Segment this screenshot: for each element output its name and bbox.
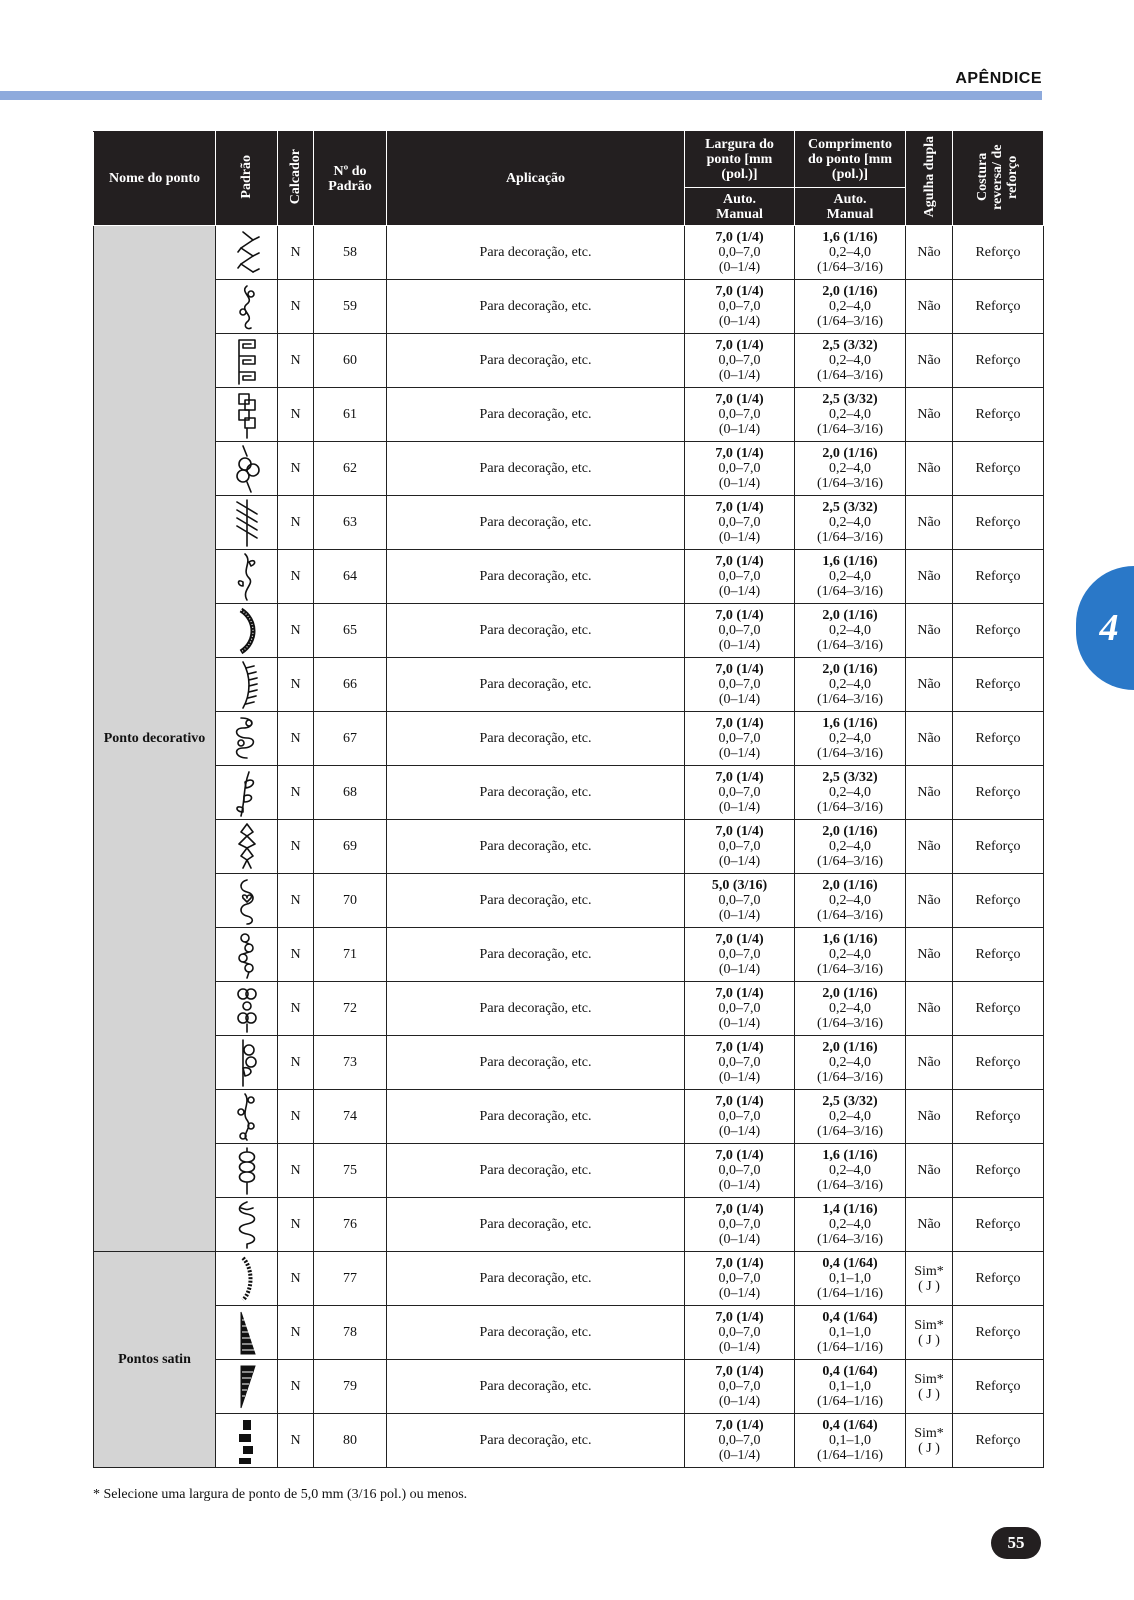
foot-cell: N: [278, 1144, 314, 1198]
length-cell: 2,5 (3/32) 0,2–4,0 (1/64–3/16): [795, 1090, 906, 1144]
reverse-cell: Reforço: [953, 766, 1044, 820]
application-cell: Para decoração, etc.: [387, 658, 685, 712]
reverse-cell: Reforço: [953, 874, 1044, 928]
application-cell: Para decoração, etc.: [387, 1144, 685, 1198]
pattern-number-cell: 79: [314, 1360, 387, 1414]
header-foot: Calcador: [278, 132, 314, 226]
twin-needle-cell: Não: [906, 1144, 953, 1198]
reverse-cell: Reforço: [953, 334, 1044, 388]
width-cell: 7,0 (1/4) 0,0–7,0 (0–1/4): [685, 442, 795, 496]
foot-cell: N: [278, 1036, 314, 1090]
table-row: [94, 1144, 1044, 1198]
length-cell: 1,4 (1/16) 0,2–4,0 (1/64–3/16): [795, 1198, 906, 1252]
loop-chain-icon: [216, 712, 278, 766]
header-reverse: Costura reversa/ de reforço: [953, 132, 1044, 226]
length-cell: 1,6 (1/16) 0,2–4,0 (1/64–3/16): [795, 550, 906, 604]
table-row: [94, 928, 1044, 982]
flower-chain-icon: [216, 928, 278, 982]
application-cell: Para decoração, etc.: [387, 604, 685, 658]
reverse-cell: Reforço: [953, 928, 1044, 982]
foot-cell: N: [278, 766, 314, 820]
twin-needle-cell: Não: [906, 1090, 953, 1144]
application-cell: Para decoração, etc.: [387, 550, 685, 604]
reverse-cell: Reforço: [953, 1090, 1044, 1144]
foot-cell: N: [278, 334, 314, 388]
satin-block-icon: [216, 1414, 278, 1468]
length-cell: 2,5 (3/32) 0,2–4,0 (1/64–3/16): [795, 334, 906, 388]
table-row: [94, 1036, 1044, 1090]
length-cell: 2,5 (3/32) 0,2–4,0 (1/64–3/16): [795, 496, 906, 550]
length-cell: 2,0 (1/16) 0,2–4,0 (1/64–3/16): [795, 604, 906, 658]
width-cell: 7,0 (1/4) 0,0–7,0 (0–1/4): [685, 496, 795, 550]
twin-needle-cell: Não: [906, 982, 953, 1036]
reverse-cell: Reforço: [953, 658, 1044, 712]
header-length: Comprimento do ponto [mm (pol.)]: [795, 132, 906, 188]
foot-cell: N: [278, 712, 314, 766]
pattern-number-cell: 60: [314, 334, 387, 388]
foot-cell: N: [278, 1198, 314, 1252]
pattern-number-cell: 63: [314, 496, 387, 550]
header-width: Largura do ponto [mm (pol.)]: [685, 132, 795, 188]
width-cell: 7,0 (1/4) 0,0–7,0 (0–1/4): [685, 1360, 795, 1414]
foot-cell: N: [278, 658, 314, 712]
pattern-number-cell: 58: [314, 226, 387, 280]
reverse-cell: Reforço: [953, 442, 1044, 496]
fern-icon: [216, 496, 278, 550]
application-cell: Para decoração, etc.: [387, 280, 685, 334]
header-name: Nome do ponto: [94, 132, 216, 226]
flower-loop-icon: [216, 442, 278, 496]
heart-chain-icon: [216, 874, 278, 928]
pattern-number-cell: 59: [314, 280, 387, 334]
width-cell: 7,0 (1/4) 0,0–7,0 (0–1/4): [685, 820, 795, 874]
chapter-tab[interactable]: [1076, 566, 1134, 690]
page-number: 55: [991, 1527, 1041, 1559]
table-row: [94, 766, 1044, 820]
width-cell: 7,0 (1/4) 0,0–7,0 (0–1/4): [685, 1252, 795, 1306]
application-cell: Para decoração, etc.: [387, 1414, 685, 1468]
reverse-cell: Reforço: [953, 388, 1044, 442]
width-cell: 7,0 (1/4) 0,0–7,0 (0–1/4): [685, 1414, 795, 1468]
twin-needle-cell: Não: [906, 928, 953, 982]
width-cell: 7,0 (1/4) 0,0–7,0 (0–1/4): [685, 280, 795, 334]
leaf-branch-icon: [216, 766, 278, 820]
foot-cell: N: [278, 1414, 314, 1468]
width-cell: 7,0 (1/4) 0,0–7,0 (0–1/4): [685, 604, 795, 658]
scroll-curl-icon: [216, 280, 278, 334]
pattern-number-cell: 65: [314, 604, 387, 658]
pattern-number-cell: 66: [314, 658, 387, 712]
length-cell: 2,0 (1/16) 0,2–4,0 (1/64–3/16): [795, 820, 906, 874]
greek-key-icon: [216, 334, 278, 388]
length-cell: 2,0 (1/16) 0,2–4,0 (1/64–3/16): [795, 658, 906, 712]
twin-needle-cell: Não: [906, 604, 953, 658]
twin-needle-cell: Não: [906, 334, 953, 388]
width-cell: 7,0 (1/4) 0,0–7,0 (0–1/4): [685, 550, 795, 604]
length-cell: 2,0 (1/16) 0,2–4,0 (1/64–3/16): [795, 874, 906, 928]
width-cell: 7,0 (1/4) 0,0–7,0 (0–1/4): [685, 388, 795, 442]
table-row: [94, 820, 1044, 874]
table-row: [94, 442, 1044, 496]
twin-needle-cell: Não: [906, 874, 953, 928]
width-cell: 7,0 (1/4) 0,0–7,0 (0–1/4): [685, 928, 795, 982]
application-cell: Para decoração, etc.: [387, 982, 685, 1036]
group-name: Ponto decorativo: [94, 226, 216, 1252]
width-cell: 7,0 (1/4) 0,0–7,0 (0–1/4): [685, 766, 795, 820]
double-flower-icon: [216, 982, 278, 1036]
length-cell: 1,6 (1/16) 0,2–4,0 (1/64–3/16): [795, 226, 906, 280]
foot-cell: N: [278, 982, 314, 1036]
header-twin-needle: Agulha dupla: [906, 132, 953, 226]
pattern-number-cell: 73: [314, 1036, 387, 1090]
width-cell: 7,0 (1/4) 0,0–7,0 (0–1/4): [685, 334, 795, 388]
length-cell: 0,4 (1/64) 0,1–1,0 (1/64–1/16): [795, 1360, 906, 1414]
application-cell: Para decoração, etc.: [387, 1252, 685, 1306]
pattern-number-cell: 71: [314, 928, 387, 982]
pattern-number-cell: 62: [314, 442, 387, 496]
reverse-cell: Reforço: [953, 1414, 1044, 1468]
width-cell: 7,0 (1/4) 0,0–7,0 (0–1/4): [685, 1306, 795, 1360]
foot-cell: N: [278, 1360, 314, 1414]
width-cell: 7,0 (1/4) 0,0–7,0 (0–1/4): [685, 712, 795, 766]
reverse-cell: Reforço: [953, 550, 1044, 604]
width-cell: 7,0 (1/4) 0,0–7,0 (0–1/4): [685, 658, 795, 712]
length-cell: 1,6 (1/16) 0,2–4,0 (1/64–3/16): [795, 712, 906, 766]
pattern-number-cell: 75: [314, 1144, 387, 1198]
width-cell: 5,0 (3/16) 0,0–7,0 (0–1/4): [685, 874, 795, 928]
twin-needle-cell: Não: [906, 1036, 953, 1090]
width-cell: 7,0 (1/4) 0,0–7,0 (0–1/4): [685, 1090, 795, 1144]
pattern-number-cell: 67: [314, 712, 387, 766]
reverse-cell: Reforço: [953, 982, 1044, 1036]
length-cell: 0,4 (1/64) 0,1–1,0 (1/64–1/16): [795, 1252, 906, 1306]
length-cell: 1,6 (1/16) 0,2–4,0 (1/64–3/16): [795, 928, 906, 982]
header-application: Aplicação: [387, 132, 685, 226]
twin-needle-cell: Não: [906, 766, 953, 820]
pattern-number-cell: 77: [314, 1252, 387, 1306]
table-row: [94, 496, 1044, 550]
foot-cell: N: [278, 820, 314, 874]
length-cell: 2,5 (3/32) 0,2–4,0 (1/64–3/16): [795, 388, 906, 442]
width-cell: 7,0 (1/4) 0,0–7,0 (0–1/4): [685, 1036, 795, 1090]
scallop-satin-icon: [216, 604, 278, 658]
length-cell: 2,0 (1/16) 0,2–4,0 (1/64–3/16): [795, 982, 906, 1036]
pattern-number-cell: 70: [314, 874, 387, 928]
application-cell: Para decoração, etc.: [387, 388, 685, 442]
table-row: [94, 874, 1044, 928]
twin-needle-cell: Sim* ( J ): [906, 1414, 953, 1468]
twin-needle-cell: Sim* ( J ): [906, 1306, 953, 1360]
flower-vine-icon: [216, 1090, 278, 1144]
table-row: [94, 550, 1044, 604]
foot-cell: N: [278, 1252, 314, 1306]
footnote: * Selecione uma largura de ponto de 5,0 mm (3/16 pol.) ou menos.: [93, 1487, 468, 1502]
feather-icon: [216, 658, 278, 712]
application-cell: Para decoração, etc.: [387, 442, 685, 496]
length-cell: 1,6 (1/16) 0,2–4,0 (1/64–3/16): [795, 1144, 906, 1198]
table-row: [94, 1360, 1044, 1414]
table-row: [94, 1414, 1044, 1468]
twin-needle-cell: Não: [906, 442, 953, 496]
reverse-cell: Reforço: [953, 226, 1044, 280]
foot-cell: N: [278, 496, 314, 550]
length-cell: 2,0 (1/16) 0,2–4,0 (1/64–3/16): [795, 1036, 906, 1090]
header-length-automanual: Auto. Manual: [795, 188, 906, 226]
satin-wedge-icon: [216, 1360, 278, 1414]
reverse-cell: Reforço: [953, 1198, 1044, 1252]
holly-leaf-icon: [216, 820, 278, 874]
pattern-number-cell: 72: [314, 982, 387, 1036]
table-row: [94, 658, 1044, 712]
reverse-cell: Reforço: [953, 280, 1044, 334]
table-row: [94, 1252, 1044, 1306]
pattern-number-cell: 64: [314, 550, 387, 604]
width-cell: 7,0 (1/4) 0,0–7,0 (0–1/4): [685, 1144, 795, 1198]
reverse-cell: Reforço: [953, 1144, 1044, 1198]
header-pattern: Padrão: [216, 132, 278, 226]
header-rule: [0, 91, 1042, 100]
header-width-automanual: Auto. Manual: [685, 188, 795, 226]
application-cell: Para decoração, etc.: [387, 1090, 685, 1144]
satin-triangle-icon: [216, 1306, 278, 1360]
flower-leaf-icon: [216, 1036, 278, 1090]
twin-needle-cell: Não: [906, 226, 953, 280]
pattern-number-cell: 69: [314, 820, 387, 874]
table-row: [94, 280, 1044, 334]
length-cell: 2,0 (1/16) 0,2–4,0 (1/64–3/16): [795, 442, 906, 496]
twin-needle-cell: Sim* ( J ): [906, 1360, 953, 1414]
length-cell: 0,4 (1/64) 0,1–1,0 (1/64–1/16): [795, 1306, 906, 1360]
pattern-number-cell: 68: [314, 766, 387, 820]
application-cell: Para decoração, etc.: [387, 1036, 685, 1090]
width-cell: 7,0 (1/4) 0,0–7,0 (0–1/4): [685, 982, 795, 1036]
application-cell: Para decoração, etc.: [387, 766, 685, 820]
foot-cell: N: [278, 1090, 314, 1144]
table-row: [94, 712, 1044, 766]
twin-needle-cell: Não: [906, 496, 953, 550]
foot-cell: N: [278, 226, 314, 280]
application-cell: Para decoração, etc.: [387, 1198, 685, 1252]
chapter-number: 4: [1099, 607, 1119, 649]
application-cell: Para decoração, etc.: [387, 226, 685, 280]
length-cell: 0,4 (1/64) 0,1–1,0 (1/64–1/16): [795, 1414, 906, 1468]
table-row: [94, 1306, 1044, 1360]
stitch-table: [93, 131, 1044, 1468]
table-row: [94, 1198, 1044, 1252]
twin-needle-cell: Não: [906, 712, 953, 766]
loops-icon: [216, 1144, 278, 1198]
width-cell: 7,0 (1/4) 0,0–7,0 (0–1/4): [685, 1198, 795, 1252]
twin-needle-cell: Não: [906, 550, 953, 604]
reverse-cell: Reforço: [953, 1360, 1044, 1414]
header-number: Nº do Padrão: [314, 132, 387, 226]
foot-cell: N: [278, 1306, 314, 1360]
pattern-number-cell: 76: [314, 1198, 387, 1252]
reverse-cell: Reforço: [953, 1252, 1044, 1306]
satin-crescent-icon: [216, 1252, 278, 1306]
reverse-cell: Reforço: [953, 820, 1044, 874]
length-cell: 2,5 (3/32) 0,2–4,0 (1/64–3/16): [795, 766, 906, 820]
reverse-cell: Reforço: [953, 1306, 1044, 1360]
table-row: [94, 604, 1044, 658]
twin-needle-cell: Não: [906, 658, 953, 712]
twin-needle-cell: Não: [906, 1198, 953, 1252]
twin-needle-cell: Não: [906, 820, 953, 874]
twin-needle-cell: Não: [906, 388, 953, 442]
twin-needle-cell: Sim* ( J ): [906, 1252, 953, 1306]
vine-leaf-icon: [216, 550, 278, 604]
pattern-number-cell: 74: [314, 1090, 387, 1144]
interlocked-squares-icon: [216, 388, 278, 442]
group-name: Pontos satin: [94, 1252, 216, 1468]
application-cell: Para decoração, etc.: [387, 874, 685, 928]
foot-cell: N: [278, 874, 314, 928]
width-cell: 7,0 (1/4) 0,0–7,0 (0–1/4): [685, 226, 795, 280]
zigzag-leaf-icon: [216, 226, 278, 280]
pattern-number-cell: 80: [314, 1414, 387, 1468]
serpentine-icon: [216, 1198, 278, 1252]
foot-cell: N: [278, 388, 314, 442]
section-title: APÊNDICE: [955, 70, 1042, 87]
table-row: [94, 388, 1044, 442]
foot-cell: N: [278, 928, 314, 982]
reverse-cell: Reforço: [953, 712, 1044, 766]
application-cell: Para decoração, etc.: [387, 928, 685, 982]
pattern-number-cell: 78: [314, 1306, 387, 1360]
pattern-number-cell: 61: [314, 388, 387, 442]
application-cell: Para decoração, etc.: [387, 712, 685, 766]
application-cell: Para decoração, etc.: [387, 334, 685, 388]
application-cell: Para decoração, etc.: [387, 820, 685, 874]
reverse-cell: Reforço: [953, 496, 1044, 550]
foot-cell: N: [278, 550, 314, 604]
table-row: [94, 1090, 1044, 1144]
table-row: [94, 334, 1044, 388]
foot-cell: N: [278, 280, 314, 334]
foot-cell: N: [278, 442, 314, 496]
twin-needle-cell: Não: [906, 280, 953, 334]
reverse-cell: Reforço: [953, 1036, 1044, 1090]
application-cell: Para decoração, etc.: [387, 496, 685, 550]
table-row: [94, 982, 1044, 1036]
foot-cell: N: [278, 604, 314, 658]
application-cell: Para decoração, etc.: [387, 1360, 685, 1414]
application-cell: Para decoração, etc.: [387, 1306, 685, 1360]
length-cell: 2,0 (1/16) 0,2–4,0 (1/64–3/16): [795, 280, 906, 334]
reverse-cell: Reforço: [953, 604, 1044, 658]
table-row: [94, 226, 1044, 280]
